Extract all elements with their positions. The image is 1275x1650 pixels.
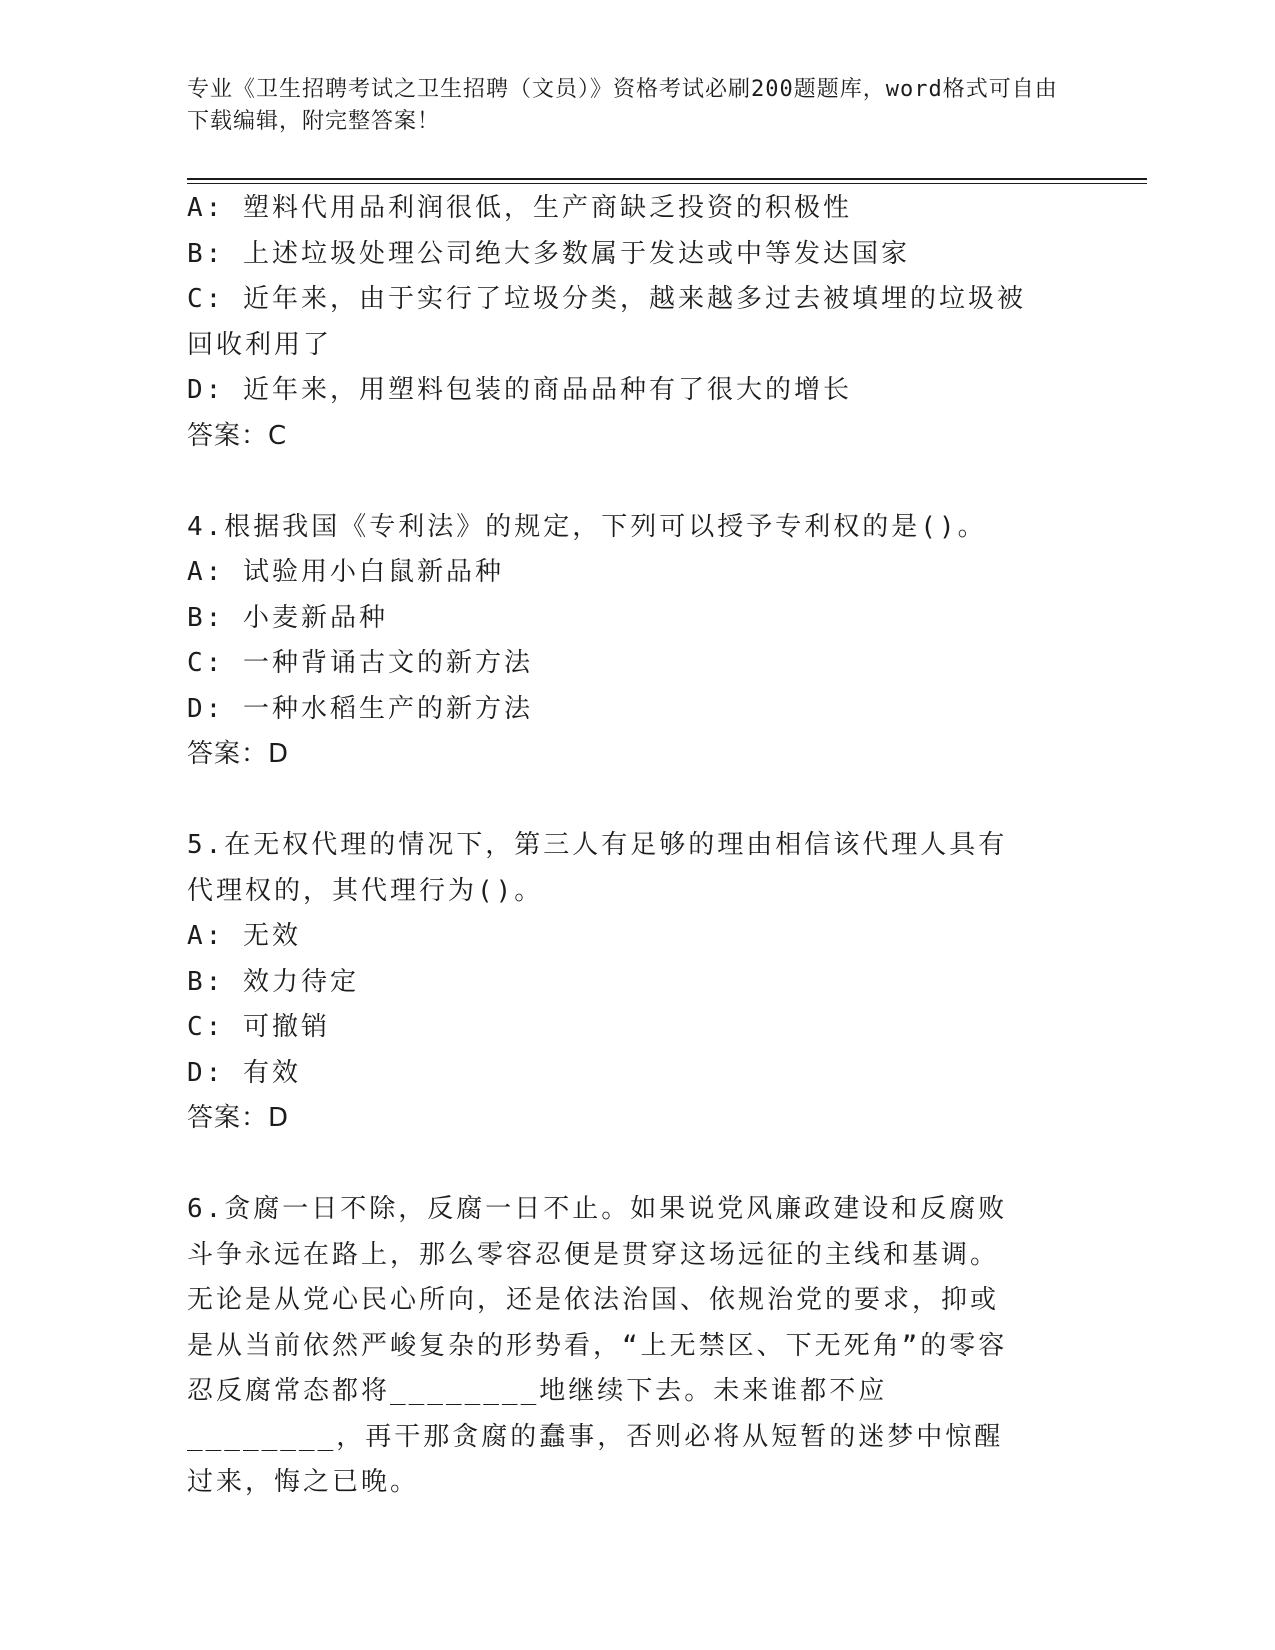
option-c: C: 近年来，由于实行了垃圾分类，越来越多过去被填埋的垃圾被回收利用了 (187, 284, 1026, 360)
option-b: B: 效力待定 (187, 966, 359, 997)
option-d: D: 有效 (187, 1057, 301, 1088)
option-c: C: 一种背诵古文的新方法 (187, 648, 533, 678)
spacer (187, 459, 1067, 505)
question-list (187, 186, 1067, 1506)
option-a: A: 试验用小白鼠新品种 (187, 557, 504, 587)
option-d: D: 近年来，用塑料包装的商品品种有了很大的增长 (187, 375, 852, 405)
answer-label: 答案：D (187, 1103, 290, 1133)
option-b: B: 上述垃圾处理公司绝大多数属于发达或中等发达国家 (187, 238, 910, 269)
question-stem: 6.贪腐一日不除，反腐一日不止。如果说党风廉政建设和反腐败斗争永远在路上，那么零容忍便是贯穿这场远征的主线和基调。无论是从党心民心所向，还是依法治国、依规治党的要求，抑或是从当前依然严峻复杂的形势看，“上无禁区、下无死角”的零容忍反腐常态都将________地继续下去。未来谁都不应________，再干那贪腐的蠢事，否则必将从短暂的迷梦中惊醒过来，悔之已晚。 (187, 1194, 1008, 1497)
answer-label: 答案：D (187, 739, 290, 769)
spacer (187, 778, 1067, 824)
question-stem: 5.在无权代理的情况下，第三人有足够的理由相信该代理人具有代理权的，其代理行为()。 (187, 830, 1008, 906)
option-a: A: 无效 (187, 921, 301, 951)
option-b: B: 小麦新品种 (187, 602, 388, 633)
question-4 (187, 505, 1067, 778)
spacer (187, 1142, 1067, 1188)
header-divider-thick (187, 178, 1147, 180)
document-title: 专业《卫生招聘考试之卫生招聘（文员）》资格考试必刷200题题库，word格式可自由下载编辑，附完整答案！ (187, 77, 1058, 134)
question-5 (187, 823, 1067, 1142)
question-stem: 4.根据我国《专利法》的规定，下列可以授予专利权的是()。 (187, 511, 987, 542)
option-c: C: 可撤销 (187, 1012, 330, 1042)
document-header (187, 74, 1067, 138)
question-3 (187, 186, 1067, 459)
option-d: D: 一种水稻生产的新方法 (187, 693, 533, 724)
header-divider-thin (187, 183, 1147, 184)
option-a: A: 塑料代用品利润很低，生产商缺乏投资的积极性 (187, 193, 852, 223)
answer-label: 答案：C (187, 420, 288, 451)
question-6 (187, 1187, 1067, 1506)
